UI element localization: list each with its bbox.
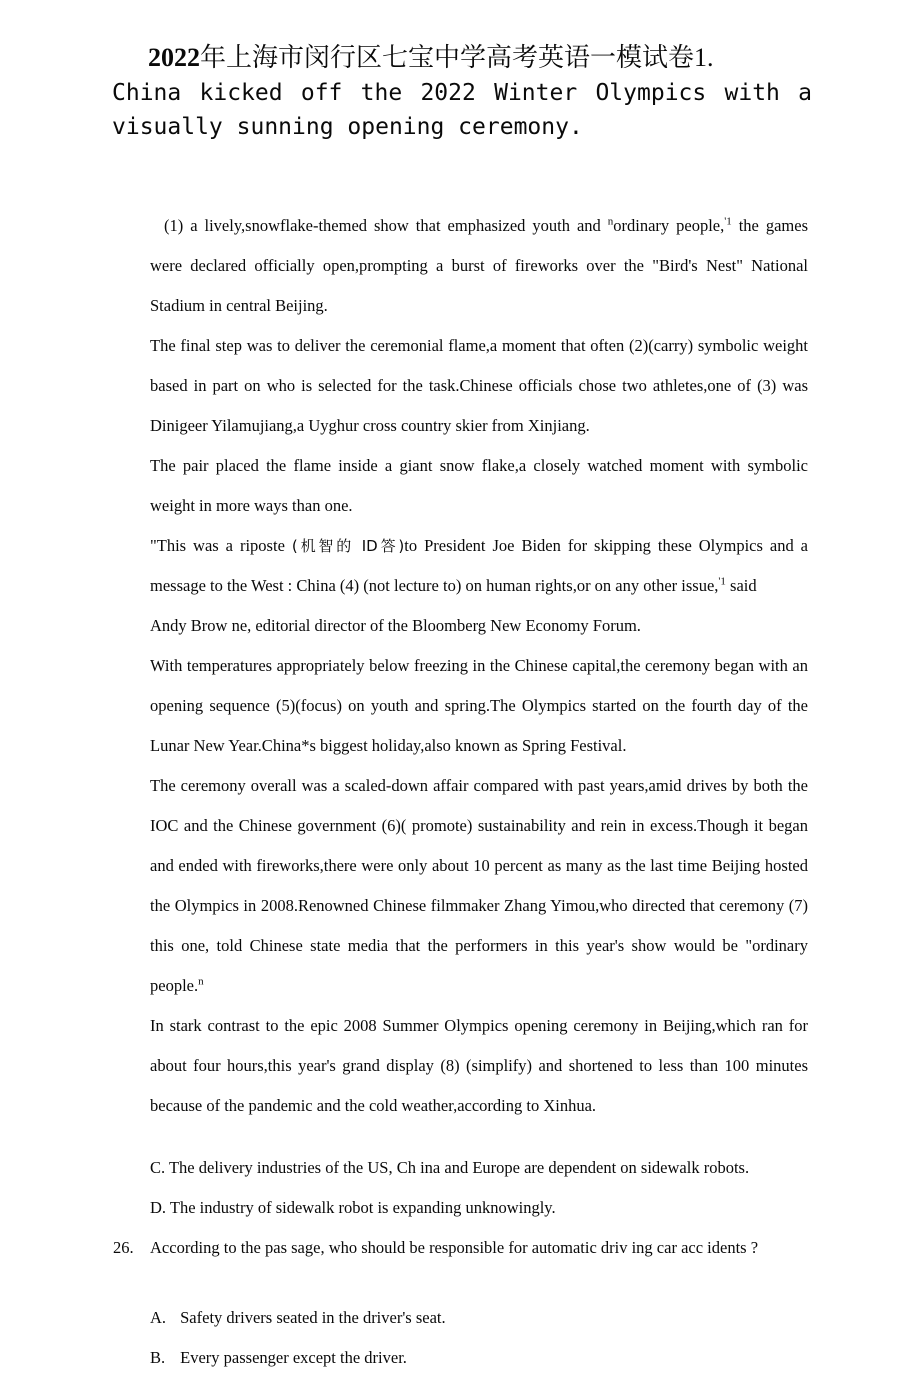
passage-paragraph: Andy Brow ne, editorial director of the Bloomberg New Economy Forum.: [150, 616, 641, 635]
passage-paragraph: "This was a riposte (机智的 ID答)to President Joe Biden for skipping these Olympics and a message to the West : China (4) (not lecture to) on human rights,or on any other issue,$^{'1}$ said: [150, 536, 808, 595]
option-line-d: [0, 1188, 920, 1228]
passage-paragraph: (1) a lively,snowflake-themed show that emphasized youth and $^n$ordinary people,$^{'1}$ the games were declared officially open,prompting a burst of fireworks over the "Bird's Nest" National Stadium in central Beijing.: [150, 215, 808, 315]
title-year: 2022: [148, 43, 200, 72]
question-number: 26.: [113, 1238, 134, 1257]
passage-paragraph: In stark contrast to the epic 2008 Summer Olympics opening ceremony in Beijing,which ran for about four hours,this year's grand display (8) (simplify) and shortened to less than 100 minutes because of the pandemic and the cold weather,according to Xinhua.: [150, 1016, 808, 1115]
inline-chinese-gloss: (机智的 ID答): [291, 537, 405, 555]
passage-body: [0, 206, 920, 1126]
question-options: [0, 1298, 920, 1378]
document-title: [0, 40, 920, 144]
passage-paragraph: With temperatures appropriately below freezing in the Chinese capital,the ceremony began with an opening sequence (5)(focus) on youth and spring.The Olympics started on the fourth day of the Lunar New Year.China*s biggest holiday,also known as Spring Festival.: [150, 656, 808, 755]
option-letter-c: C.: [150, 1158, 166, 1177]
ocr-artifact-mark: '1: [718, 575, 726, 588]
question-option-a: [0, 1298, 920, 1338]
title-line-chinese: [0, 40, 920, 76]
question-text: According to the pas sage, who should be responsible for automatic driv ing car acc idents ?: [150, 1238, 759, 1257]
passage-paragraph: The final step was to deliver the ceremonial flame,a moment that often (2)(carry) symbolic weight based in part on who is selected for the task.Chinese officials chose two athletes,one of (3) was Dinigeer Yilamujiang,a Uyghur cross country skier from Xinjiang.: [150, 336, 808, 435]
ocr-artifact-mark: n: [607, 215, 614, 228]
option-text-c: The delivery industries of the US, Ch ina and Europe are dependent on sidewalk robots.: [168, 1158, 750, 1177]
passage-paragraph: The pair placed the flame inside a giant snow flake,a closely watched moment with symbolic weight in more ways than one.: [150, 456, 808, 515]
question-option-text-a: Safety drivers seated in the driver's seat.: [180, 1308, 446, 1327]
title-line-english-1: China kicked off the 2022 Winter Olympics with a: [112, 80, 812, 106]
ocr-artifact-mark: n: [198, 975, 204, 988]
question-option-letter-b: B.: [150, 1348, 166, 1367]
option-line-c: [0, 1148, 920, 1188]
passage-paragraph: The ceremony overall was a scaled-down affair compared with past years,amid drives by both the IOC and the Chinese government (6)( promote) sustainability and rein in excess.Though it began and ended with fireworks,there were only about 10 percent as many as the last time Beijing hosted the Olympics in 2008.Renowned Chinese filmmaker Zhang Yimou,who directed that ceremony (7) this one, told Chinese state media that the performers in this year's show would be "ordinary people.$^n$: [150, 776, 808, 995]
option-text-d: The industry of sidewalk robot is expanding unknowingly.: [169, 1198, 556, 1217]
title-chinese-text: 年上海市闵行区七宝中学高考英语一模试卷1.: [200, 43, 714, 72]
question-26: [0, 1228, 920, 1268]
question-option-text-b: Every passenger except the driver.: [180, 1348, 407, 1367]
title-line-english-2: visually sunning opening ceremony.: [112, 114, 583, 140]
question-block: [0, 1148, 920, 1268]
question-option-letter-a: A.: [150, 1308, 167, 1327]
question-option-b: [0, 1338, 920, 1378]
option-letter-d: D.: [150, 1198, 167, 1217]
ocr-artifact-mark: '1: [724, 215, 732, 228]
